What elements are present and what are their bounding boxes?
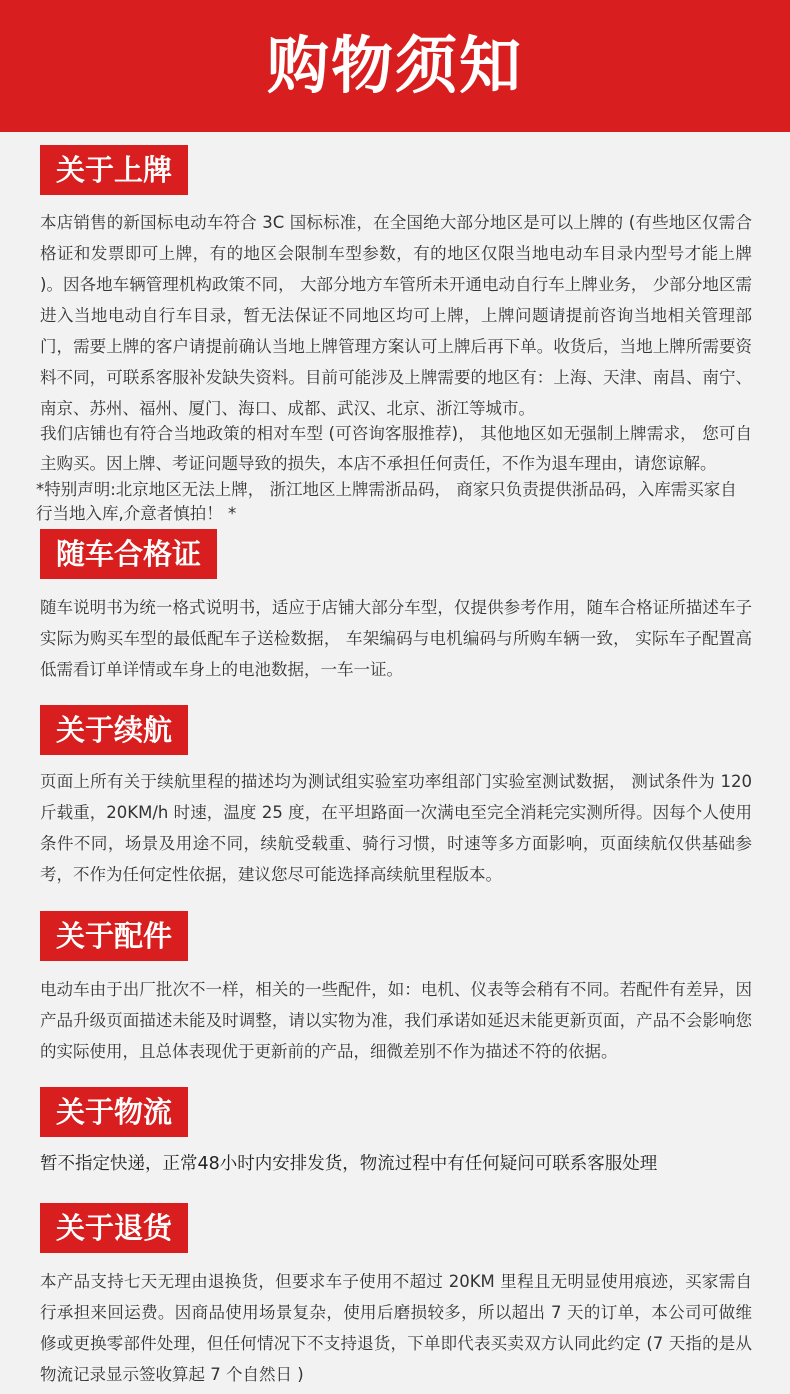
section-label-plate: 关于上牌 <box>40 145 188 195</box>
section-label-returns: 关于退货 <box>40 1203 188 1253</box>
section-label-range: 关于续航 <box>40 705 188 755</box>
section-label-certificate: 随车合格证 <box>40 529 217 579</box>
header-banner <box>0 0 790 132</box>
range-paragraph: 页面上所有关于续航里程的描述均为测试组实验室功率组部门实验室测试数据， 测试条件为 120 斤载重，20KM/h 时速，温度 25 度，在平坦路面一次满电至完全消耗完实测所得。因每个人使用条件不同，场景及用途不同，续航受载重、骑行习惯，时速等多方面影响，页面续航仅供基础参考，不作为任何定性依据，建议您尽可能选择高续航里程版本。 <box>40 772 752 884</box>
returns-paragraph: 本产品支持七天无理由退换货，但要求车子使用不超过 20KM 里程且无明显使用痕迹，买家需自行承担来回运费。因商品使用场景复杂，使用后磨损较多，所以超出 7 天的订单，本公司可做维修或更换零部件处理，但任何情况下不支持退货，下单即代表买卖双方认同此约定 (7 天指的是从物流记录显示签收算起 7 个自然日 ) <box>40 1272 752 1384</box>
plate-paragraph-2: 我们店铺也有符合当地政策的相对车型 (可咨询客服推荐)， 其他地区如无强制上牌需求， 您可自主购买。因上牌、考证问题导致的损失，本店不承担任何责任，不作为退车理由，请您谅解。 <box>40 424 752 473</box>
plate-paragraph: 本店销售的新国标电动车符合 3C 国标标准，在全国绝大部分地区是可以上牌的 (有些地区仅需合格证和发票即可上牌，有的地区会限制车型参数，有的地区仅限当地电动车目录内型号才能上牌 )。因各地车辆管理机构政策不同， 大部分地方车管所未开通电动自行车上牌业务， 少部分地区需进入当地电动自行车目录，暂无法保证不同地区均可上牌，上牌问题请提前咨询当地相关管理部门，需要上牌的客户请提前确认当地上牌管理方案认可上牌后再下单。收货后，当地上牌所需要资料不同，可联系客服补发缺失资料。目前可能涉及上牌需要的地区有：上海、天津、南昌、南宁、南京、苏州、福州、厦门、海口、成都、武汉、北京、浙江等城市。 <box>40 213 752 418</box>
logistics-paragraph: 暂不指定快递，正常48小时内安排发货，物流过程中有任何疑问可联系客服处理 <box>40 1154 658 1174</box>
section-label-parts: 关于配件 <box>40 911 188 961</box>
page-title: 购物须知 <box>266 29 523 102</box>
certificate-paragraph: 随车说明书为统一格式说明书，适应于店铺大部分车型，仅提供参考作用，随车合格证所描述车子实际为购买车型的最低配车子送检数据， 车架编码与电机编码与所购车辆一致， 实际车子配置高低需看订单详情或车身上的电池数据，一车一证。 <box>40 598 752 679</box>
plate-special-notice: *特别声明:北京地区无法上牌， 浙江地区上牌需浙品码， 商家只负责提供浙品码，入库需买家自行当地入库,介意者慎拍！ * <box>36 480 737 523</box>
parts-paragraph: 电动车由于出厂批次不一样，相关的一些配件，如：电机、仪表等会稍有不同。若配件有差异，因产品升级页面描述未能及时调整，请以实物为准，我们承诺如延迟未能更新页面，产品不会影响您的实际使用，且总体表现优于更新前的产品，细微差别不作为描述不符的依据。 <box>40 980 752 1061</box>
section-label-logistics: 关于物流 <box>40 1087 188 1137</box>
